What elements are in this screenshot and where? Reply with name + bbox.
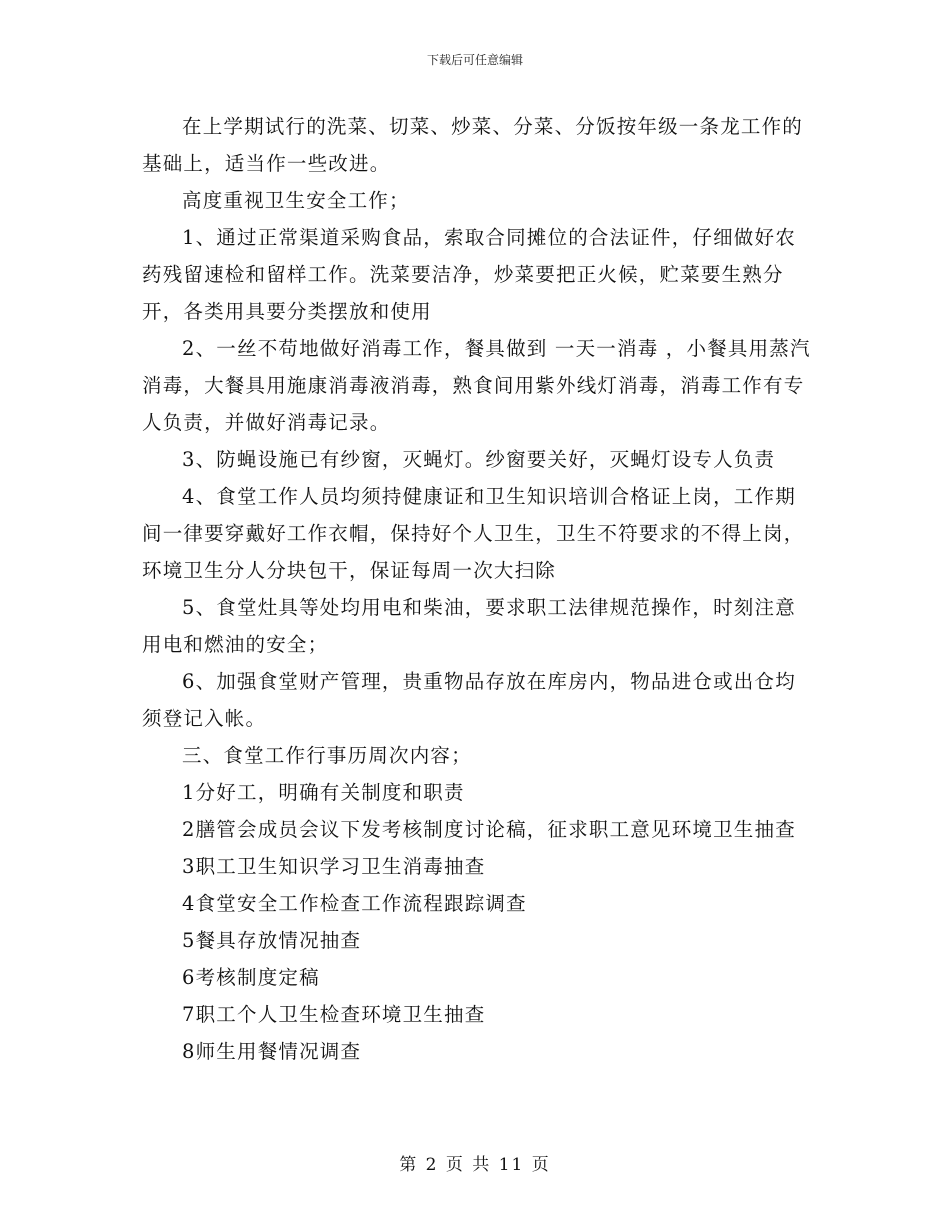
paragraph: 3、防蝇设施已有纱窗，灭蝇灯。纱窗要关好，灭蝇灯设专人负责: [182, 448, 776, 471]
schedule-item: 4食堂安全工作检查工作流程跟踪调查: [182, 892, 527, 915]
paragraph: 6、加强食堂财产管理，贵重物品存放在库房内，物品进仓或出仓均须登记入帐。: [142, 670, 796, 730]
schedule-item: 5餐具存放情况抽查: [182, 929, 362, 952]
schedule-item: 6考核制度定稿: [182, 966, 320, 989]
paragraph: 在上学期试行的洗菜、切菜、炒菜、分菜、分饭按年级一条龙工作的基础上，适当作一些改进。: [142, 115, 804, 175]
schedule-item: 3职工卫生知识学习卫生消毒抽查: [182, 855, 486, 878]
page-number-footer: 第 2 页 共 11 页: [399, 1155, 551, 1175]
paragraph: 高度重视卫生安全工作；: [182, 189, 410, 212]
paragraph: 1、通过正常渠道采购食品，索取合同摊位的合法证件，仔细做好农药残留速检和留样工作。洗菜要洁净，炒菜要把正火候，贮菜要生熟分开，各类用具要分类摆放和使用: [142, 226, 796, 323]
document-body: [142, 108, 814, 1070]
paragraph: 2、一丝不苟地做好消毒工作，餐具做到 一天一消毒 ，小餐具用蒸汽消毒，大餐具用施康消毒液消毒，熟食间用紫外线灯消毒，消毒工作有专人负责，并做好消毒记录。: [142, 337, 811, 434]
section-heading: 三、食堂工作行事历周次内容；: [182, 744, 472, 767]
paragraph: 5、食堂灶具等处均用电和柴油，要求职工法律规范操作，时刻注意用电和燃油的安全；: [142, 596, 796, 656]
schedule-item: 7职工个人卫生检查环境卫生抽查: [182, 1003, 486, 1026]
schedule-item: 2膳管会成员会议下发考核制度讨论稿，征求职工意见环境卫生抽查: [182, 818, 796, 841]
page-header-note: 下载后可任意编辑: [426, 53, 523, 67]
schedule-item: 8师生用餐情况调查: [182, 1040, 362, 1063]
schedule-item: 1分好工，明确有关制度和职责: [182, 781, 465, 804]
paragraph: 4、食堂工作人员均须持健康证和卫生知识培训合格证上岗，工作期间一律要穿戴好工作衣帽，保持好个人卫生，卫生不符要求的不得上岗，环境卫生分人分块包干，保证每周一次大扫除: [142, 485, 805, 582]
